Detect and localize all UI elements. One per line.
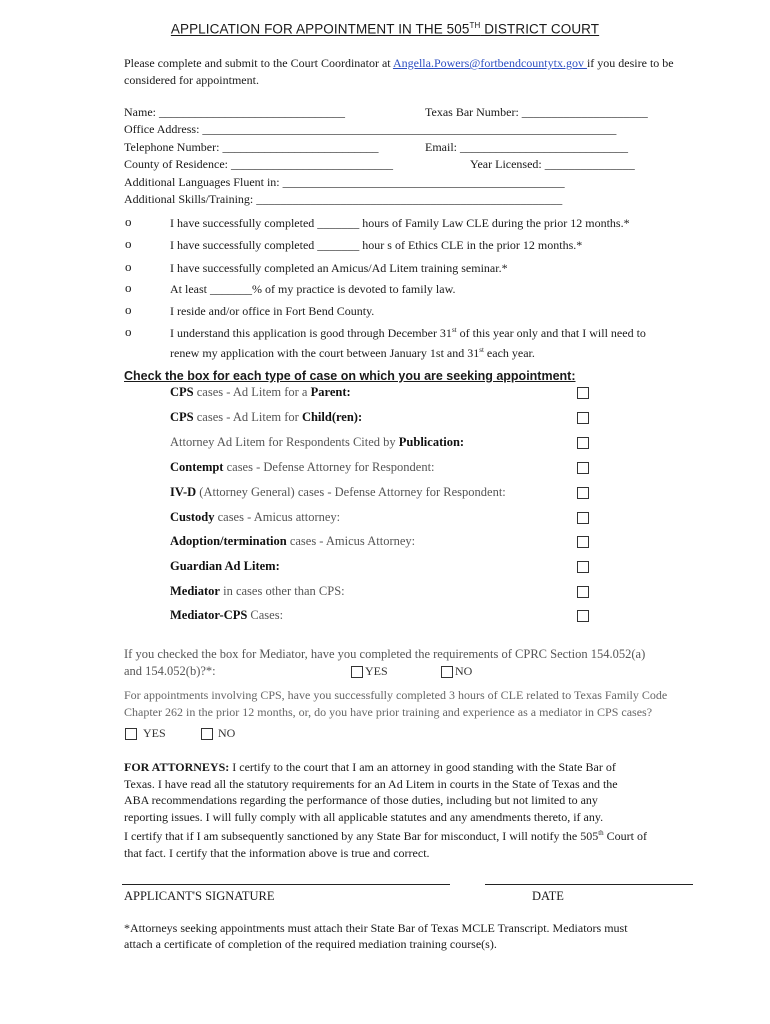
intro-after: if you desire to be <box>586 56 674 70</box>
case-type-checkbox[interactable] <box>577 512 589 524</box>
county-field[interactable]: County of Residence: ___________________________ <box>124 157 393 171</box>
date-label: DATE <box>532 889 564 903</box>
intro-before: Please complete and submit to the Court Coordinator at <box>124 56 393 70</box>
languages-field[interactable]: Additional Languages Fluent in: _______________________________________________ <box>124 175 565 189</box>
cps-yes-checkbox[interactable] <box>125 728 137 740</box>
case-type-checkbox[interactable] <box>577 412 589 424</box>
bullet-fort-bend: I reside and/or office in Fort Bend County. <box>170 304 375 318</box>
bullet-good-through: I understand this application is good through December 31st of this year only and that I will need to <box>170 326 646 340</box>
case-type-checkbox[interactable] <box>577 487 589 499</box>
bullet-icon: o <box>125 302 132 317</box>
coordinator-email-link[interactable]: Angella.Powers@fortbendcountytx.gov <box>392 56 587 70</box>
bar-number-field[interactable]: Texas Bar Number: _____________________ <box>425 105 648 119</box>
case-type-label: Contempt cases - Defense Attorney for Respondent: <box>170 460 435 474</box>
intro-line2: considered for appointment. <box>124 73 259 87</box>
skills-field[interactable]: Additional Skills/Training: ___________________________________________________ <box>124 192 563 206</box>
mediator-no-label: NO <box>455 664 473 678</box>
case-type-label: CPS cases - Ad Litem for Child(ren): <box>170 410 363 424</box>
signature-label: APPLICANT'S SIGNATURE <box>124 889 275 903</box>
bullet-icon: o <box>125 236 132 251</box>
cps-question: For appointments involving CPS, have you successfully completed 3 hours of CLE related to Texas Family Code Chapter 262 in the prior 12 months, or, do you have prior training and experience as a mediator in CPS cases? <box>124 688 668 719</box>
telephone-field[interactable]: Telephone Number: __________________________ <box>124 140 379 154</box>
mediator-question: If you checked the box for Mediator, have you completed the requirements of CPRC Section 154.052(a) and 154.052(b)?*: <box>124 647 646 678</box>
page-title: APPLICATION FOR APPOINTMENT IN THE 505TH DISTRICT COURT <box>170 21 600 37</box>
bullet-icon: o <box>125 214 132 229</box>
bullet-ethics-cle[interactable]: I have successfully completed _______ hour s of Ethics CLE in the prior 12 months.* <box>170 238 583 252</box>
case-type-checkbox[interactable] <box>577 437 589 449</box>
case-type-label: Mediator-CPS Cases: <box>170 608 284 622</box>
date-line[interactable] <box>485 884 693 885</box>
mediator-yes-checkbox[interactable] <box>351 666 363 678</box>
bullet-renew: renew my application with the court between January 1st and 31st each year. <box>170 346 535 360</box>
year-licensed-field[interactable]: Year Licensed: _______________ <box>470 157 635 171</box>
mediator-no-checkbox[interactable] <box>441 666 453 678</box>
signature-line[interactable] <box>122 884 450 885</box>
case-type-checkbox[interactable] <box>577 536 589 548</box>
office-address-field[interactable]: Office Address: _____________________________________________________________________ <box>124 122 617 136</box>
bullet-family-law-cle[interactable]: I have successfully completed _______ hours of Family Law CLE during the prior 12 months.* <box>170 216 630 230</box>
case-type-label: Mediator in cases other than CPS: <box>170 584 345 598</box>
footnote: *Attorneys seeking appointments must attach their State Bar of Texas MCLE Transcript. Mediators must attach a certificate of completion of the required mediation training course(s). <box>124 921 628 951</box>
cps-no-checkbox[interactable] <box>201 728 213 740</box>
bullet-icon: o <box>125 324 132 339</box>
mediator-yes-label: YES <box>365 664 388 678</box>
case-type-checkbox[interactable] <box>577 586 589 598</box>
case-type-label: Custody cases - Amicus attorney: <box>170 510 341 524</box>
intro-text <box>124 55 674 89</box>
case-type-checkbox[interactable] <box>577 610 589 622</box>
cps-no-label: NO <box>218 726 236 740</box>
attorney-certification: FOR ATTORNEYS: I certify to the court that I am an attorney in good standing with the State Bar of Texas. I have read all the statutory requirements for an Ad Litem in courts in the State of Texas and the ABA recommendations regarding the performance of those duties, including but not limited to any reporting issues. I will fully comply with all applicable statutes and any amendments thereto, if any. I certify that if I am subsequently sanctioned by any State Bar for misconduct, I will notify the 505th Court of that fact. I certify that the information above is true and correct. <box>124 760 648 860</box>
bullet-amicus-training: I have successfully completed an Amicus/Ad Litem training seminar.* <box>170 261 508 275</box>
case-type-label: Adoption/termination cases - Amicus Attorney: <box>170 534 416 548</box>
case-type-checkbox[interactable] <box>577 387 589 399</box>
case-type-label: IV-D (Attorney General) cases - Defense Attorney for Respondent: <box>170 485 506 499</box>
case-type-checkbox[interactable] <box>577 462 589 474</box>
bullet-icon: o <box>125 280 132 295</box>
case-type-label: CPS cases - Ad Litem for a Parent: <box>170 385 351 399</box>
cps-yes-label: YES <box>143 726 166 740</box>
case-type-label: Attorney Ad Litem for Respondents Cited by Publication: <box>170 435 465 449</box>
bullet-icon: o <box>125 259 132 274</box>
name-field[interactable]: Name: _______________________________ <box>124 105 345 119</box>
case-type-checkbox[interactable] <box>577 561 589 573</box>
case-type-label: Guardian Ad Litem: <box>170 559 280 573</box>
case-types-heading: Check the box for each type of case on which you are seeking appointment: <box>124 369 576 383</box>
bullet-practice-percent[interactable]: At least _______% of my practice is devoted to family law. <box>170 282 456 296</box>
email-field[interactable]: Email: ____________________________ <box>425 140 628 154</box>
